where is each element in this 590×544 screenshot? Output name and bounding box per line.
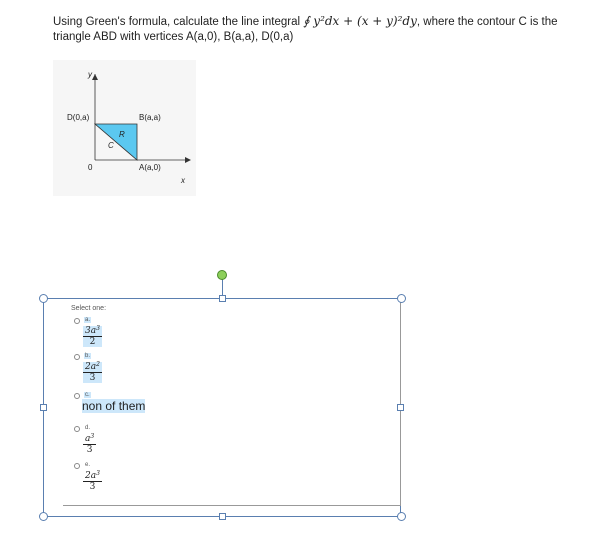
question-suffix: , where the contour C is the triangle ABD with vertices A(a,0), B(a,a), D(0,a) [53,16,558,43]
option-a-fraction [83,326,102,347]
option-b-denominator: 3 [89,373,96,383]
point-d-label: D(0,a) [67,113,90,122]
x-axis-label: x [181,176,185,185]
option-b-fraction [83,362,102,383]
radio-e[interactable] [74,463,80,469]
option-d-exponent: 3 [90,433,95,440]
question-prefix: Using Green's formula, calculate the line integral [53,16,301,28]
option-a-letter: a. [85,317,91,323]
contour-label: C [108,141,114,150]
option-d-fraction [83,434,96,455]
option-c-letter: c. [85,392,90,398]
option-d-numerator: a [85,434,91,444]
radio-a[interactable] [74,318,80,324]
resize-handle-right[interactable] [397,404,404,411]
radio-c[interactable] [74,393,80,399]
y-axis-arrow [92,74,98,80]
triangle-region [95,124,137,160]
option-b-numerator: 2a [85,362,97,372]
radio-d[interactable] [74,426,80,432]
option-a-numerator: 3a [85,326,97,336]
option-e-exponent: 3 [96,470,100,477]
origin-label: 0 [88,163,93,172]
x-axis-arrow [185,157,191,163]
integral-formula: ∮ y²dx + (x + y)²dy [303,14,417,28]
option-a-exponent: 3 [96,325,100,332]
resize-handle-left[interactable] [40,404,47,411]
option-e-denominator: 3 [89,482,96,492]
resize-handle-top-right[interactable] [397,294,406,303]
radio-b[interactable] [74,354,80,360]
region-label: R [119,130,125,139]
option-e-fraction [83,471,102,492]
rotate-handle[interactable] [217,270,227,280]
question-text [53,14,573,45]
resize-handle-bottom-right[interactable] [397,512,406,521]
figure-svg [53,60,196,196]
option-a-denominator: 2 [89,337,96,347]
option-d-denominator: 3 [86,445,93,455]
option-b-letter: b. [85,353,91,359]
option-e-numerator: 2a [85,471,97,481]
resize-handle-top[interactable] [219,295,226,302]
triangle-figure [53,60,196,196]
option-b-exponent: 2 [96,361,100,368]
option-c-text: non of them [82,399,146,413]
point-b-label: B(a,a) [139,113,161,122]
option-d-letter: d. [85,425,91,431]
point-a-label: A(a,0) [139,163,161,172]
rotate-handle-line [222,279,223,296]
resize-handle-top-left[interactable] [39,294,48,303]
option-e-letter: e. [85,462,91,468]
select-one-label: Select one: [71,305,107,312]
resize-handle-bottom[interactable] [219,513,226,520]
resize-handle-bottom-left[interactable] [39,512,48,521]
y-axis-label: y [88,70,92,79]
